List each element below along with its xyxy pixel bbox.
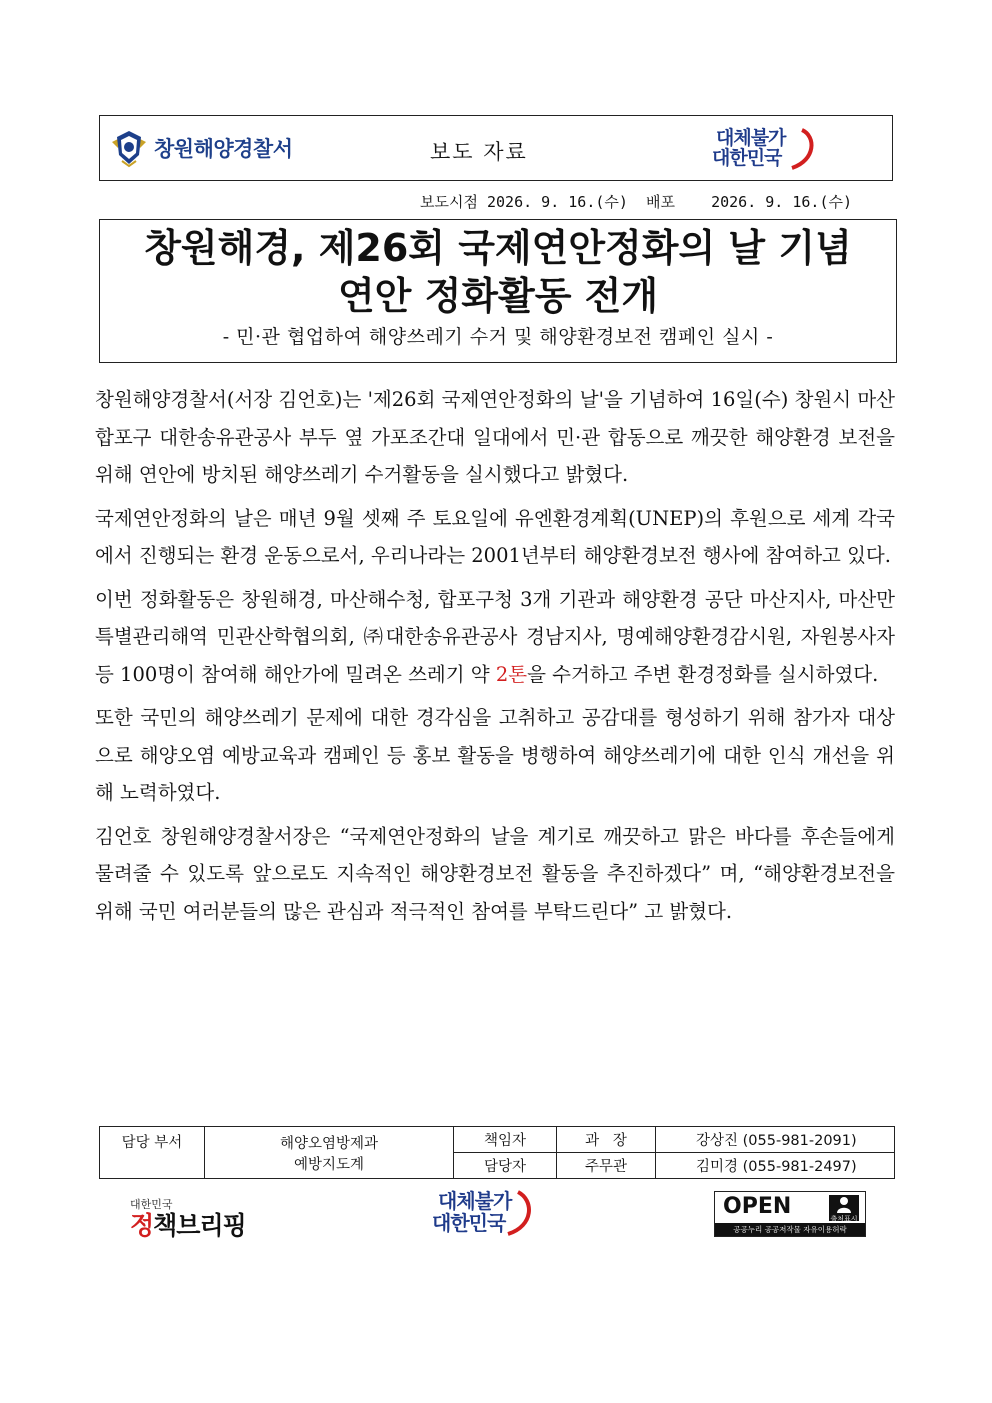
paragraph-5: 김언호 창원해양경찰서장은 “국제연안정화의 날을 계기로 깨끗하고 맑은 바다를 후손들에게 물려줄 수 있도록 앞으로도 지속적인 해양환경보전 활동을 추진하겠다” 며, “해양환경보전을 위해 국민 여러분들의 많은 관심과 적극적인 참여를 부탁드린다” 고 밝혔다.	[95, 824, 895, 923]
slogan-line-2: 대한민국	[712, 147, 782, 169]
title-staff: 주무관	[557, 1153, 656, 1179]
attribution-badge-label: 출처표시	[830, 1215, 858, 1223]
agency-name: 창원해양경찰서	[154, 137, 293, 161]
dept-name	[205, 1127, 454, 1179]
table-row	[100, 1127, 895, 1153]
slogan-logo	[712, 126, 822, 172]
policy-briefing-logo	[130, 1196, 246, 1240]
release-info: 보도시점 2026. 9. 16.(수) 배포 2026. 9. 16.(수)	[420, 193, 852, 211]
document-type: 보도 자료	[430, 140, 528, 164]
paragraph-3	[95, 581, 895, 694]
footer-slogan-line-1: 대체불가	[438, 1189, 512, 1213]
dept-name-line-1: 해양오염방제과	[279, 1135, 379, 1152]
contact-table	[99, 1126, 895, 1179]
role-manager: 책임자	[454, 1127, 557, 1153]
kogl-open-license	[714, 1191, 866, 1237]
person-manager: 강상진 (055-981-2091)	[656, 1127, 895, 1153]
person-staff: 김미경 (055-981-2497)	[656, 1153, 895, 1179]
title-manager: 과 장	[557, 1127, 656, 1153]
paragraph-3-start: 이번 정화활동은 창원해경, 마산해수청, 합포구청 3개 기관과 해양환경 공단 마산지사, 마산만 특별관리해역 민관산학협의회, ㈜대한송유관공사 경남지사, 명예해양환경감시원, 자원봉사자 등 100명이 참여해 해안가에 밀려온 쓰레기 약	[95, 587, 895, 686]
subheadline: - 민·관 협업하여 해양쓰레기 수거 및 해양환경보전 캠페인 실시 -	[222, 326, 774, 348]
paragraph-4: 또한 국민의 해양쓰레기 문제에 대한 경각심을 고취하고 공감대를 형성하기 위해 참가자 대상으로 해양오염 예방교육과 캠페인 등 홍보 활동을 병행하여 해양쓰레기에 대한 인식 개선을 위해 노력하였다.	[95, 706, 895, 804]
title-box	[99, 219, 897, 363]
dept-name-line-2: 예방지도계	[293, 1156, 365, 1173]
header-box	[99, 115, 893, 181]
footer-slogan-line-2: 대한민국	[432, 1211, 506, 1235]
article-body	[95, 381, 895, 936]
paragraph-1: 창원해양경찰서(서장 김언호)는 '제26회 국제연안정화의 날'을 기념하여 16일(수) 창원시 마산합포구 대한송유관공사 부두 옆 가포조간대 일대에서 민·관 합동으로 깨끗한 해양환경 보전을 위해 연안에 방치된 해양쓰레기 수거활동을 실시했다고 밝혔다.	[95, 388, 895, 486]
person-icon	[829, 1195, 859, 1213]
paragraph-3-end: 을 수거하고 주변 환경정화를 실시하였다.	[527, 662, 879, 686]
role-staff: 담당자	[454, 1153, 557, 1179]
headline-line-1: 창원해경, 제26회 국제연안정화의 날 기념	[144, 226, 852, 270]
highlight-amount: 2톤	[495, 662, 528, 686]
paragraph-2: 국제연안정화의 날은 매년 9월 셋째 주 토요일에 유엔환경계획(UNEP)의 후원으로 세계 각국에서 진행되는 환경 운동으로서, 우리나라는 2001년부터 해양환경보전 행사에 참여하고 있다.	[95, 506, 895, 567]
open-license-bar: 공공누리 공공저작물 자유이용허락	[715, 1223, 865, 1236]
coast-guard-emblem-icon	[110, 128, 148, 168]
attribution-badge	[829, 1195, 859, 1221]
headline-line-2: 연안 정화활동 전개	[337, 274, 659, 318]
agency-logo	[110, 128, 293, 168]
footer-slogan-logo	[432, 1188, 542, 1238]
slogan-line-1: 대체불가	[716, 127, 786, 149]
briefing-small-text: 대한민국	[130, 1198, 173, 1211]
open-text: OPEN	[723, 1194, 792, 1219]
briefing-big-text: 정책브리핑	[130, 1211, 246, 1240]
dept-label: 담당 부서	[100, 1127, 205, 1179]
